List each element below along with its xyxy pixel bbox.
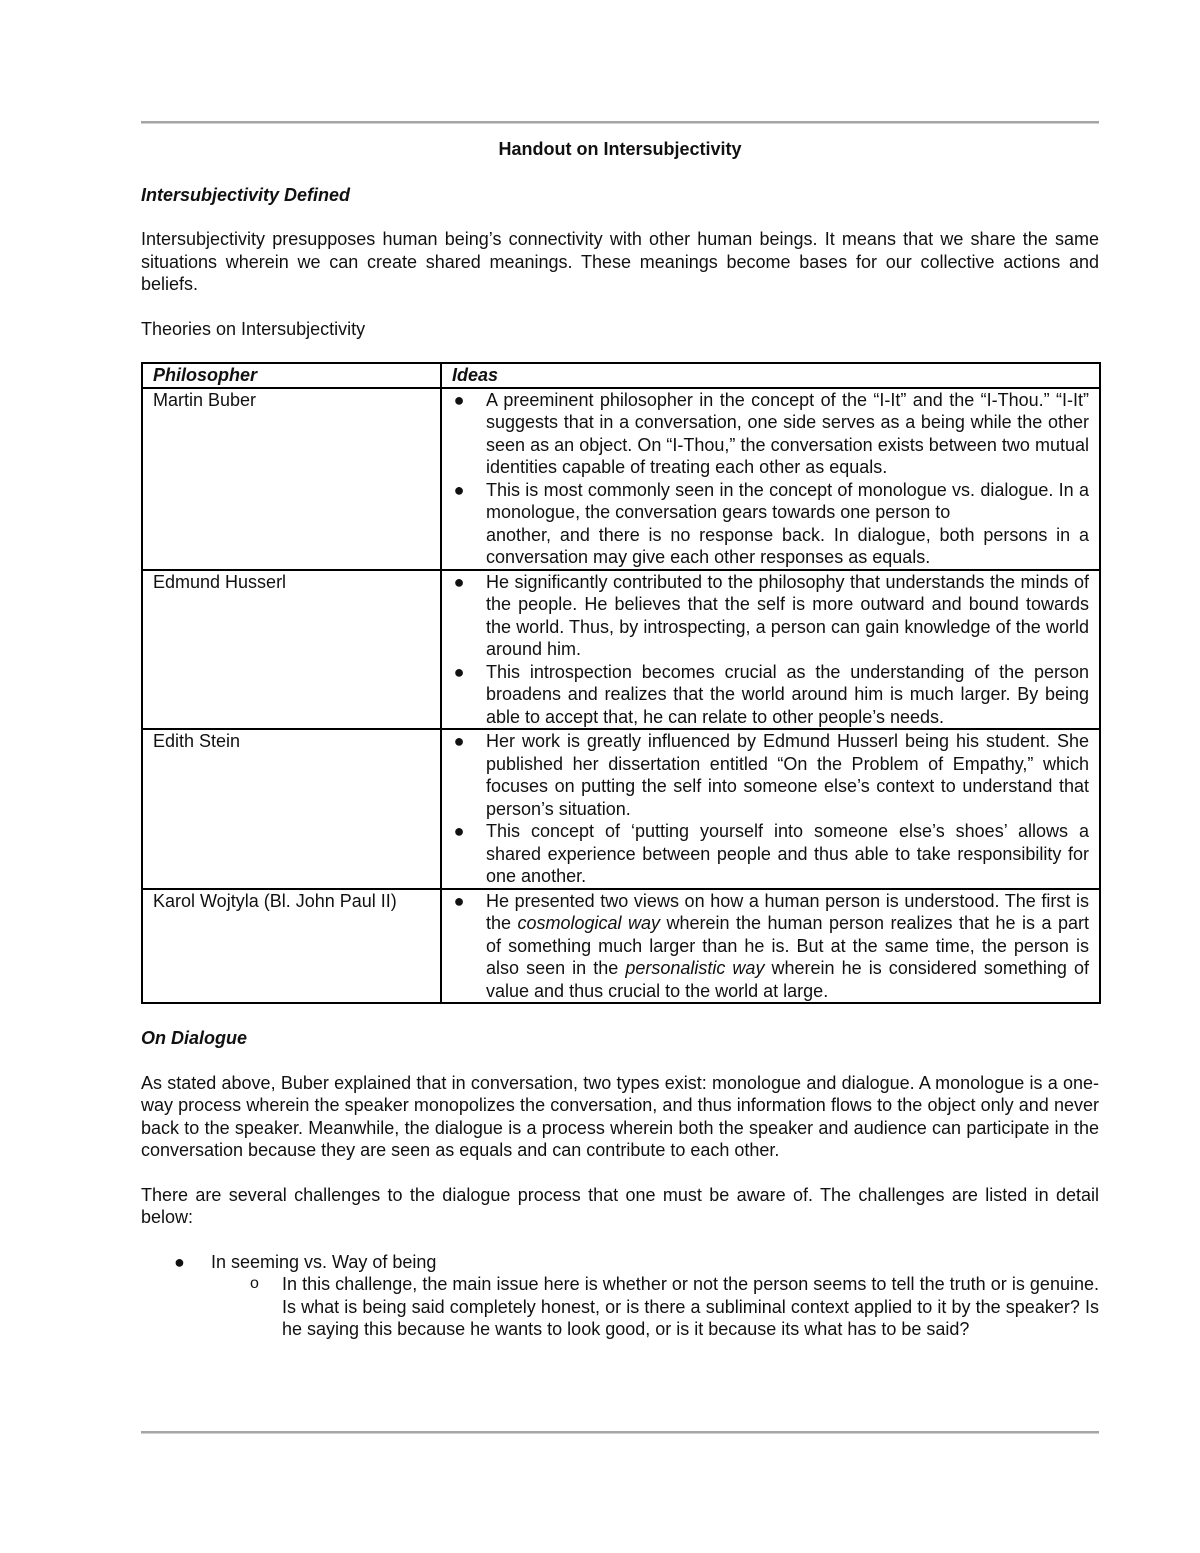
idea-continuation: another, and there is no response back. In dialogue, both persons in a conversation may give each other responses as equals. [486, 524, 1089, 567]
header-philosopher: Philosopher [142, 363, 441, 388]
emphasis-personalistic: personalistic way [625, 958, 765, 978]
idea-item: ● Her work is greatly influenced by Edmund Husserl being his student. She published her dissertation entitled “On the Problem of Empathy,” which focuses on putting the self into someone else’s context to understand that person’s situation. [453, 731, 1089, 819]
table-header-row [142, 363, 1100, 388]
idea-item: ● He presented two views on how a human person is understood. The first is the cosmological way wherein the human person realizes that he is a part of something much larger than he is. But at the same time, the person is also seen in the personalistic way wherein he is considered something of value and thus crucial to the world at large. [453, 890, 1089, 1001]
philosopher-cell: Edith Stein [142, 729, 441, 889]
circle-bullet-icon: o [250, 1275, 259, 1292]
challenges-list [141, 1251, 1099, 1341]
table-row [142, 570, 1100, 730]
table-row [142, 729, 1100, 889]
idea-item: ● He significantly contributed to the philosophy that understands the minds of the people. He believes that the self is more outward and bound towards the world. Thus, by introspecting, a person can gain knowledge of the world around him. [453, 571, 1089, 659]
ideas-cell [441, 570, 1100, 730]
header-rule [141, 121, 1099, 124]
ideas-cell [441, 889, 1100, 1004]
idea-item: ● This is most commonly seen in the concept of monologue vs. dialogue. In a monologue, the conversation gears towards one person to another, and there is no response back. In dialogue, both persons in a conversation may give each other responses as equals. [453, 479, 1089, 567]
bullet-icon: ● [453, 821, 465, 841]
bullet-icon: ● [453, 571, 465, 592]
idea-item: ● This introspection becomes crucial as the understanding of the person broadens and realizes that the world around him is much larger. By being able to accept that, he can relate to other people’s needs. [453, 661, 1089, 727]
bullet-icon: ● [453, 661, 465, 682]
challenges-intro-paragraph: There are several challenges to the dialogue process that one must be aware of. The challenges are listed in detail below: [141, 1184, 1099, 1227]
definition-paragraph: Intersubjectivity presupposes human being’s connectivity with other human beings. It means that we share the same situations wherein we can create shared meanings. These meanings become bases for our collective actions and beliefs. [141, 229, 1099, 294]
bullet-icon: ● [453, 389, 465, 410]
table-row [142, 889, 1100, 1004]
bullet-icon: ● [453, 479, 465, 500]
idea-item: ● A preeminent philosopher in the concept of the “I-It” and the “I-Thou.” “I-It” suggests that in a conversation, one side serves as a being while the other seen as an object. On “I-Thou,” the conversation exists between two mutual identities capable of treating each other as equals. [453, 389, 1089, 477]
dialogue-paragraph: As stated above, Buber explained that in conversation, two types exist: monologue and dialogue. A monologue is a one-way process wherein the speaker monopolizes the conversation, and thus information flows to the object only and never back to the speaker. Meanwhile, the dialogue is a process wherein both the speaker and audience can participate in the conversation because they are seen as equals and can contribute to each other. [141, 1072, 1099, 1160]
document-title: Handout on Intersubjectivity [498, 139, 742, 159]
section-heading-dialogue: On Dialogue [141, 1028, 248, 1048]
challenge-title: In seeming vs. Way of being [211, 1251, 437, 1272]
challenge-detail-item: o In this challenge, the main issue here is whether or not the person seems to tell the truth or is genuine. Is what is being said completely honest, or is there a subliminal context applied to it by the speaker? Is he saying this because he wants to look good, or is it because its what has to be said? [250, 1274, 1099, 1339]
document-body [141, 138, 1099, 1341]
idea-item: ● This concept of ‘putting yourself into someone else’s shoes’ allows a shared experience between people and thus able to take responsibility for one another. [453, 821, 1089, 886]
philosopher-cell: Edmund Husserl [142, 570, 441, 730]
table-row [142, 388, 1100, 570]
challenge-item [141, 1251, 1099, 1341]
bullet-icon: ● [174, 1251, 185, 1272]
ideas-cell [441, 729, 1100, 889]
ideas-cell [441, 388, 1100, 570]
theories-label: Theories on Intersubjectivity [141, 318, 366, 339]
bullet-icon: ● [453, 890, 465, 911]
philosopher-cell: Martin Buber [142, 388, 441, 570]
section-heading-defined: Intersubjectivity Defined [141, 184, 351, 205]
challenge-details [211, 1273, 1099, 1341]
emphasis-cosmological: cosmological way [517, 913, 661, 933]
footer-rule [141, 1431, 1099, 1434]
philosopher-cell: Karol Wojtyla (Bl. John Paul II) [142, 889, 441, 1004]
bullet-icon: ● [453, 731, 465, 751]
theories-table [141, 362, 1101, 1004]
header-ideas: Ideas [441, 363, 1100, 388]
